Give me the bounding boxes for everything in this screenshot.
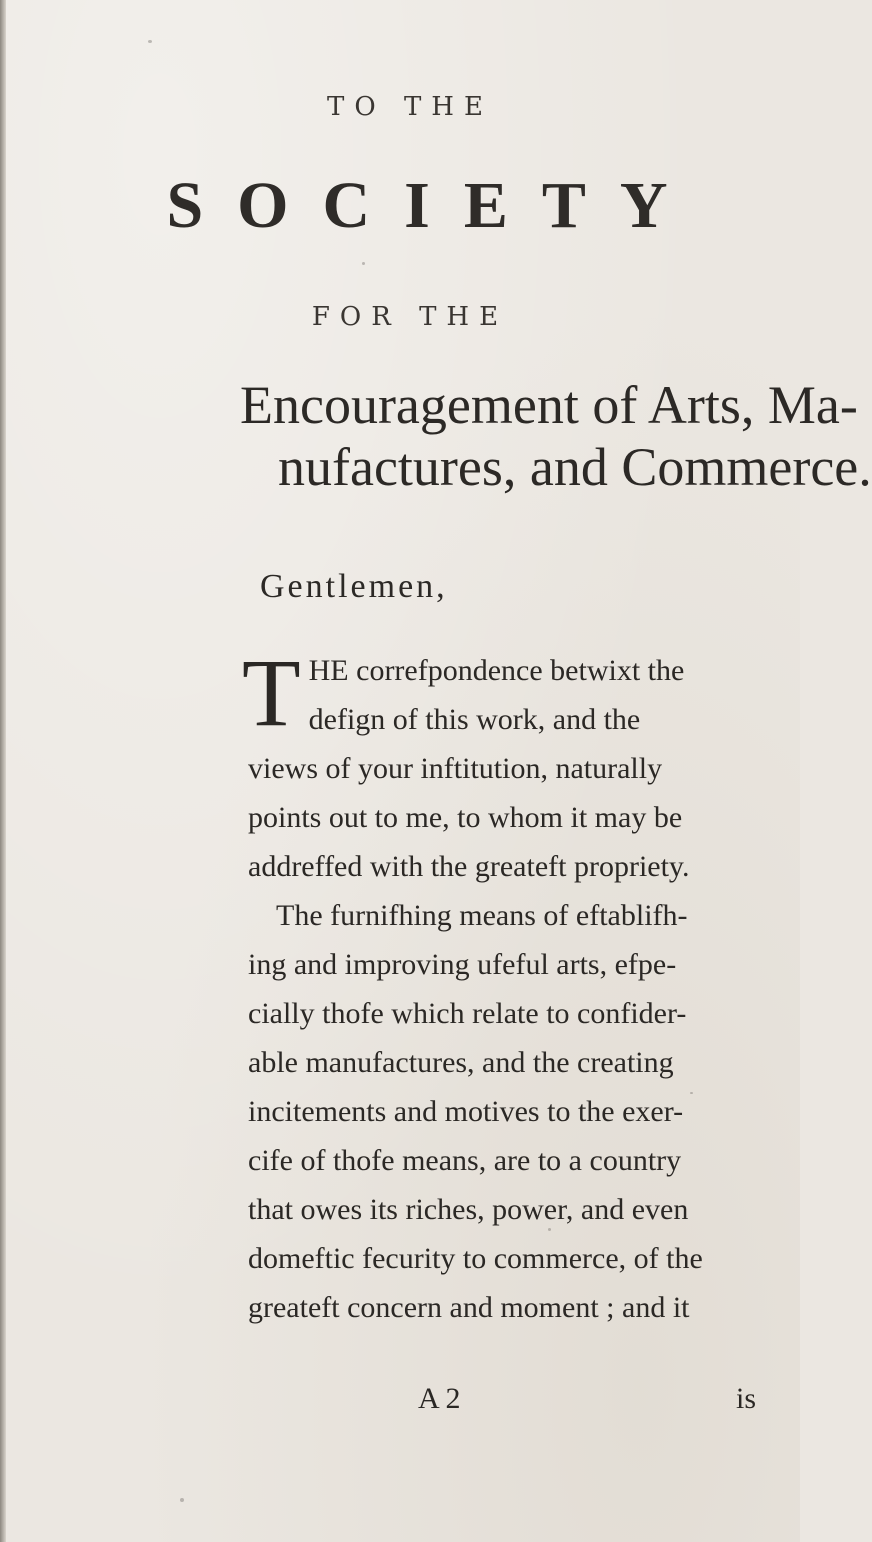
body-line: addreffed with the greateft propriety. [248, 850, 690, 883]
foxing-speck [690, 1092, 693, 1094]
body-line: able manufactures, and the creating [248, 1046, 674, 1079]
body-line: defign of this work, and the [308, 703, 641, 736]
salutation: Gentlemen, [260, 568, 448, 605]
body-line: HE correfpondence betwixt the [308, 654, 685, 687]
page-footer [248, 1382, 756, 1422]
heading-title-line-1: Encouragement of Arts, Ma- [240, 375, 858, 435]
signature-mark: A 2 [418, 1382, 461, 1415]
catchword: is [735, 1382, 756, 1415]
foxing-speck [180, 1498, 184, 1502]
heading-society: SOCIETY [166, 169, 702, 242]
body-line: cife of thofe means, are to a country [248, 1144, 682, 1177]
body-line: views of your inftitution, naturally [248, 752, 663, 785]
heading-for-the: FOR THE [311, 302, 509, 332]
foxing-speck [548, 1228, 551, 1231]
body-line: domeftic fecurity to commerce, of the [248, 1242, 703, 1275]
body-line: cially thofe which relate to confider- [248, 997, 687, 1030]
body-line: ing and improving ufeful arts, efpe- [248, 948, 677, 981]
body-paragraph [242, 639, 756, 1332]
foxing-speck [148, 40, 152, 43]
body-line: that owes its riches, power, and even [248, 1193, 689, 1226]
body-line: The furnifhing means of eftablifh- [276, 899, 688, 932]
body-line: greateft concern and moment ; and it [248, 1291, 690, 1324]
foxing-speck [362, 262, 365, 265]
body-line: incitements and motives to the exer- [248, 1095, 684, 1128]
heading-title-line-2: nufactures, and Commerce. [278, 437, 872, 497]
drop-cap: T [242, 639, 301, 746]
heading-to-the: TO THE [327, 92, 493, 122]
body-line: points out to me, to whom it may be [248, 801, 683, 834]
